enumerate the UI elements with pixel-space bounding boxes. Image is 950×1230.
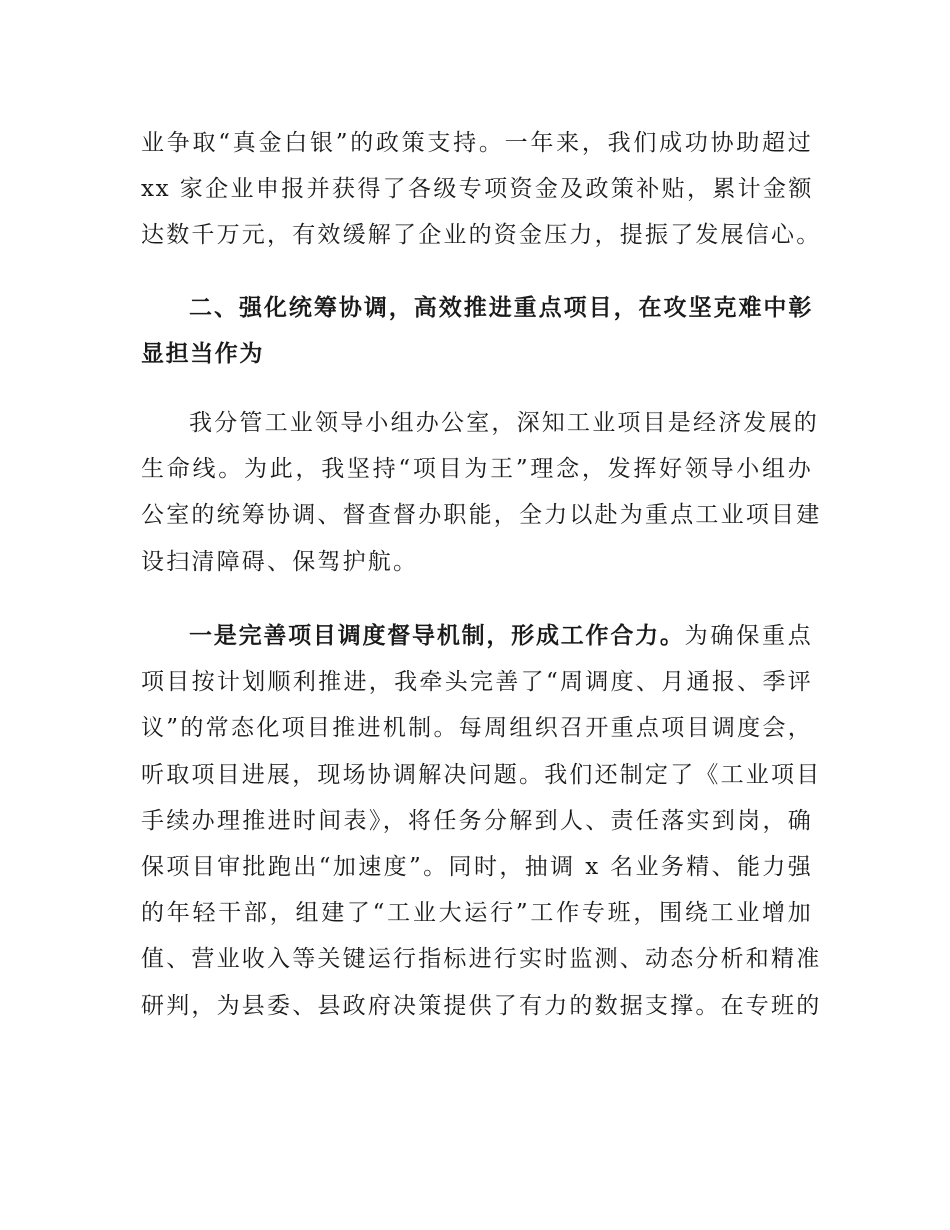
text-line: 的年轻干部，组建了“工业大运行”工作专班，围绕工业增加: [141, 900, 813, 927]
heading-line: 显担当作为: [141, 341, 264, 368]
text-line-lead: [141, 613, 813, 659]
text-line: 听取项目进展，现场协调解决问题。我们还制定了《工业项目: [141, 761, 822, 788]
heading-line: 二、强化统筹协调，高效推进重点项目，在攻坚克难中彰: [189, 295, 813, 321]
text-line: 值、营业收入等关键运行指标进行实时监测、动态分析和精准: [141, 946, 822, 973]
text-line: 达数千万元，有效缓解了企业的资金压力，提振了发展信心。: [141, 222, 822, 249]
text-line: 设扫清障碍、保驾护航。: [141, 548, 419, 575]
text-line: 项目按计划顺利推进，我牵头完善了“周调度、月通报、季评: [141, 669, 813, 696]
text-line: 手续办理推进时间表》，将任务分解到人、责任落实到岗，确: [141, 807, 813, 834]
text-line: 保项目审批跑出“加速度”。同时，抽调 x 名业务精、能力强: [141, 853, 813, 880]
text-line: xx 家企业申报并获得了各级专项资金及政策补贴，累计金额: [141, 176, 813, 203]
paragraph-policy-support: [141, 120, 822, 259]
lead-rest-text: 为确保重点: [684, 623, 814, 649]
paragraph-project-mechanism: [141, 613, 822, 1029]
text-line: 生命线。为此，我坚持“项目为王”理念，发挥好领导小组办: [141, 456, 813, 483]
section-heading-2: [141, 285, 813, 377]
text-line: 议”的常态化项目推进机制。每周组织召开重点项目调度会，: [141, 715, 813, 742]
paragraph-industry-office: [141, 400, 822, 585]
text-line: 研判，为县委、县政府决策提供了有力的数据支撑。在专班的: [141, 992, 822, 1019]
text-line: 我分管工业领导小组办公室，深知工业项目是经济发展的: [189, 410, 819, 436]
text-line: 公室的统筹协调、督查督办职能，全力以赴为重点工业项目建: [141, 502, 822, 529]
bold-lead-sentence: 一是完善项目调度督导机制，形成工作合力。: [189, 623, 685, 649]
text-line: 业争取“真金白银”的政策支持。一年来，我们成功协助超过: [141, 130, 813, 156]
